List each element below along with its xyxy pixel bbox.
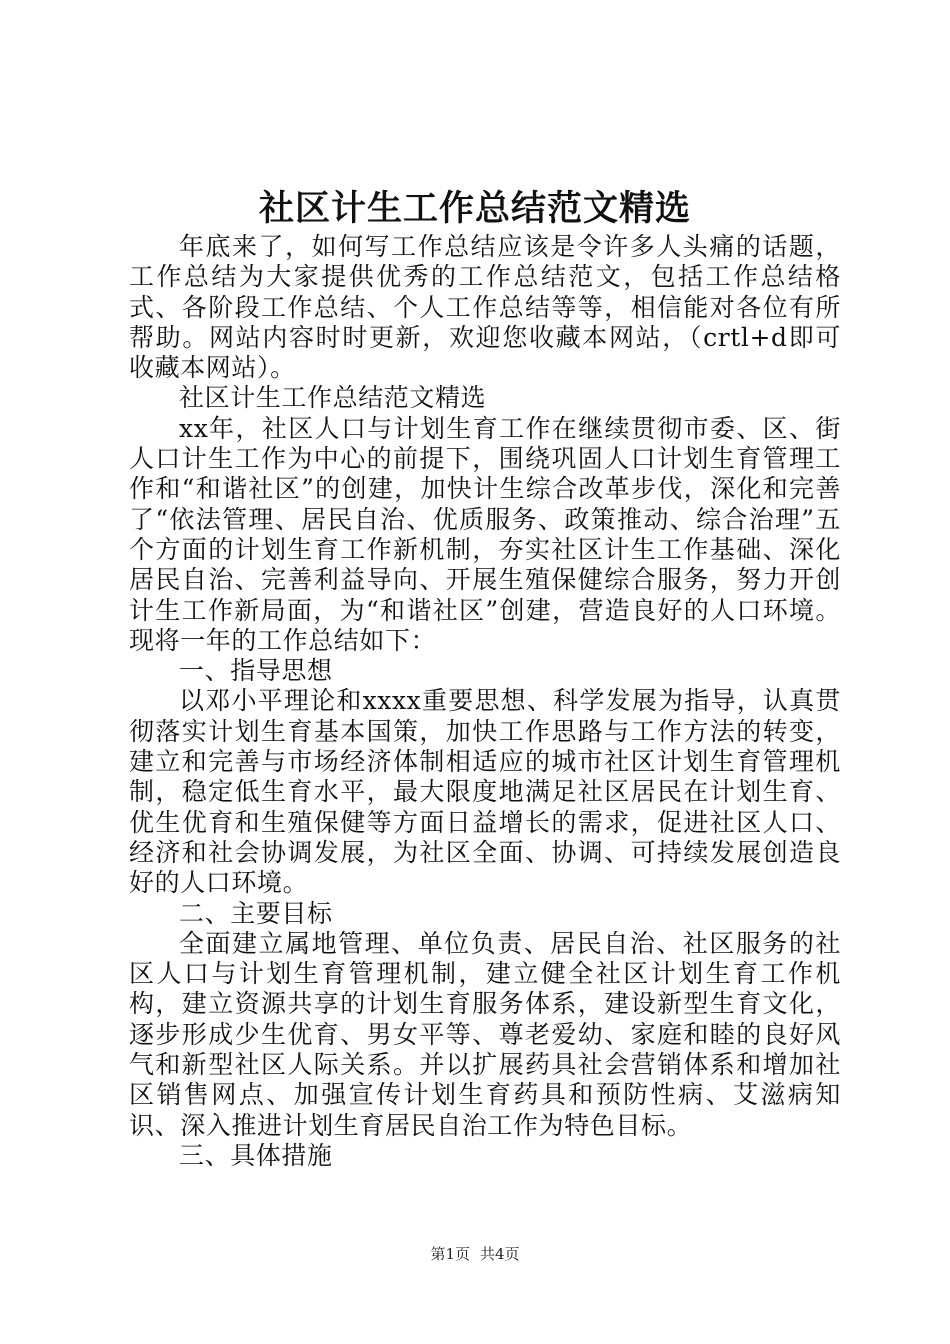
section-heading-main-goals: 二、主要目标 bbox=[179, 898, 333, 928]
subtitle-paragraph: 社区计生工作总结范文精选 bbox=[179, 383, 487, 413]
page-footer bbox=[0, 1244, 950, 1264]
main-goals-paragraph: 全面建立属地管理、单位负责、居民自治、社区服务的社区人口与计划生育管理机制，建立健全社区计划生育工作机构，建立资源共享的计划生育服务体系，建设新型生育文化，逐步形成少生优育、男女平等、尊老爱幼、家庭和睦的良好风气和新型社区人际关系。并以扩展药具社会营销体系和增加社区销售网点、加强宣传计划生育药具和预防性病、艾滋病知识、深入推进计划生育居民自治工作为特色目标。 bbox=[129, 928, 841, 1140]
page-number: 第1页 bbox=[430, 1245, 470, 1263]
page-total: 共4页 bbox=[480, 1245, 520, 1263]
document-body bbox=[129, 232, 841, 1171]
intro-paragraph: 年底来了，如何写工作总结应该是令许多人头痛的话题，工作总结为大家提供优秀的工作总结范文，包括工作总结格式、各阶段工作总结、个人工作总结等等，相信能对各位有所帮助。网站内容时时更新，欢迎您收藏本网站，（crtl+d即可收藏本网站）。 bbox=[129, 232, 841, 383]
section-heading-guiding-ideology: 一、指导思想 bbox=[179, 656, 333, 686]
section-heading-specific-measures: 三、具体措施 bbox=[179, 1140, 333, 1170]
document-title: 社区计生工作总结范文精选 bbox=[258, 188, 691, 229]
guiding-ideology-paragraph: 以邓小平理论和xxxx重要思想、科学发展为指导，认真贯彻落实计划生育基本国策，加快工作思路与工作方法的转变，建立和完善与市场经济体制相适应的城市社区计划生育管理机制，稳定低生育水平，最大限度地满足社区居民在计划生育、优生优育和生殖保健等方面日益增长的需求，促进社区人口、经济和社会协调发展，为社区全面、协调、可持续发展创造良好的人口环境。 bbox=[129, 686, 841, 898]
overview-paragraph: xx年，社区人口与计划生育工作在继续贯彻市委、区、街人口计生工作为中心的前提下，围绕巩固人口计划生育管理工作和“和谐社区”的创建，加快计生综合改革步伐，深化和完善了“依法管理、居民自治、优质服务、政策推动、综合治理”五个方面的计划生育工作新机制，夯实社区计生工作基础、深化居民自治、完善利益导向、开展生殖保健综合服务，努力开创计生工作新局面，为“和谐社区”创建，营造良好的人口环境。现将一年的工作总结如下： bbox=[129, 413, 841, 655]
